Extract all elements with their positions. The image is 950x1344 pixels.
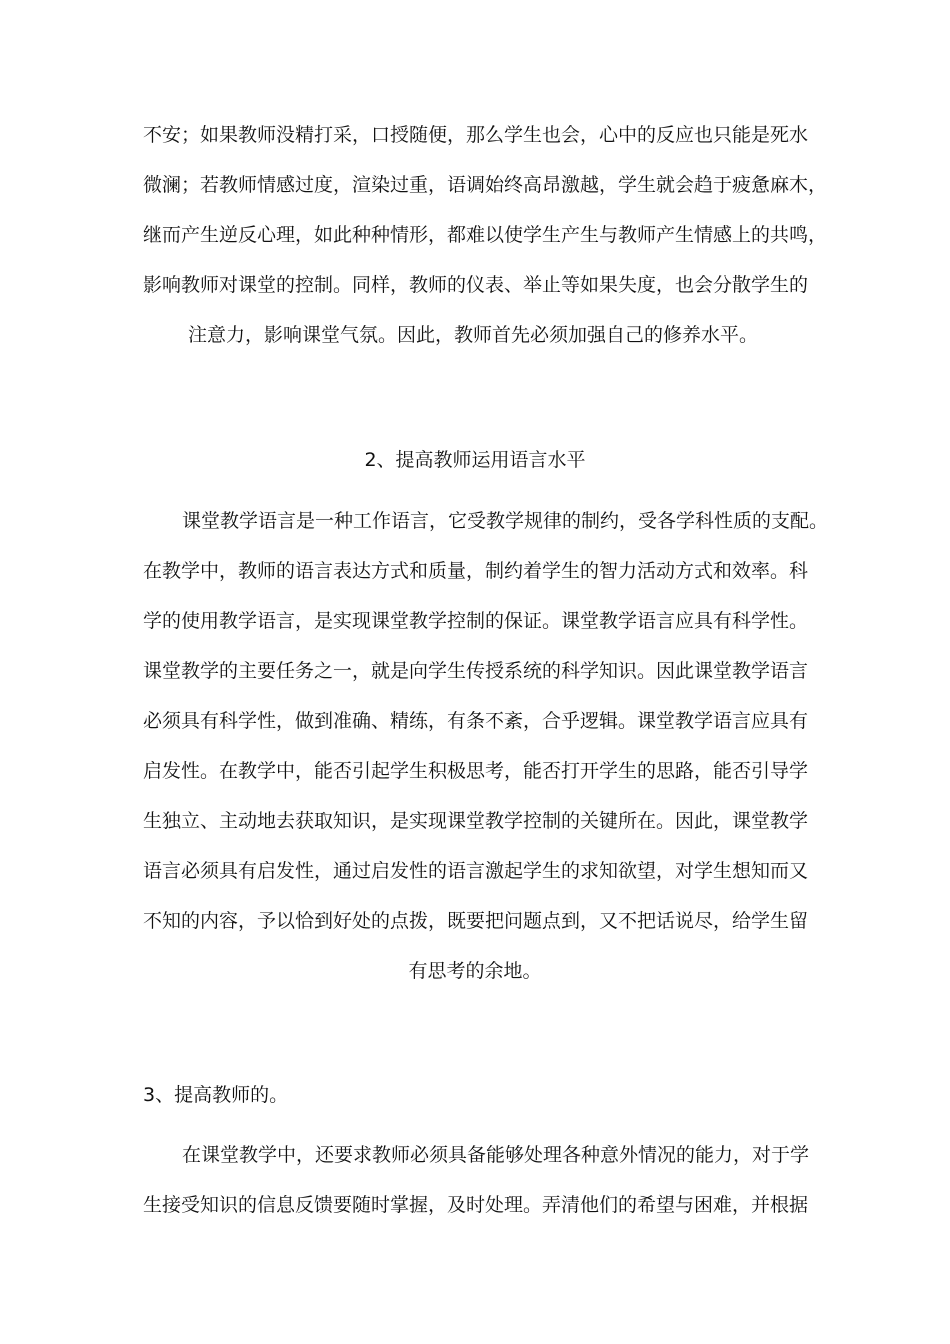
- text-line: 语言必须具有启发性，通过启发性的语言激起学生的求知欲望，对学生想知而又: [143, 860, 809, 882]
- text-line: 继而产生逆反心理，如此种种情形，都难以使学生产生与教师产生情感上的共鸣，: [143, 224, 828, 246]
- text-line: 学的使用教学语言，是实现课堂教学控制的保证。课堂教学语言应具有科学性。: [143, 610, 809, 632]
- text-line: 不安；如果教师没精打采，口授随便，那么学生也会，心中的反应也只能是死水: [143, 124, 809, 146]
- text-line: 不知的内容，予以恰到好处的点拨，既要把问题点到，又不把话说尽，给学生留: [143, 910, 809, 932]
- text-line: 启发性。在教学中，能否引起学生积极思考，能否打开学生的思路，能否引导学: [143, 760, 809, 782]
- text-line: 生独立、主动地去获取知识，是实现课堂教学控制的关键所在。因此，课堂教学: [143, 810, 809, 832]
- text-line: 在课堂教学中，还要求教师必须具备能够处理各种意外情况的能力，对于学: [182, 1144, 810, 1166]
- text-line: 必须具有科学性，做到准确、精练，有条不紊，合乎逻辑。课堂教学语言应具有: [143, 710, 809, 732]
- text-line: 微澜；若教师情感过度，渲染过重，语调始终高昂激越，学生就会趋于疲惫麻木，: [143, 174, 828, 196]
- text-line: 注意力，影响课堂气氛。因此，教师首先必须加强自己的修养水平。: [188, 324, 759, 346]
- text-line: 有思考的余地。: [408, 960, 542, 982]
- section3-heading: 3、提高教师的。: [143, 1084, 289, 1106]
- section2-heading: 2、提高教师运用语言水平: [364, 449, 586, 471]
- text-line: 课堂教学语言是一种工作语言，它受教学规律的制约，受各学科性质的支配。: [182, 510, 829, 532]
- text-line: 在教学中，教师的语言表达方式和质量，制约着学生的智力活动方式和效率。科: [143, 560, 809, 582]
- text-line: 课堂教学的主要任务之一，就是向学生传授系统的科学知识。因此课堂教学语言: [143, 660, 809, 682]
- text-line: 生接受知识的信息反馈要随时掌握，及时处理。弄清他们的希望与困难，并根据: [143, 1194, 809, 1216]
- text-line: 影响教师对课堂的控制。同样，教师的仪表、举止等如果失度，也会分散学生的: [143, 274, 809, 296]
